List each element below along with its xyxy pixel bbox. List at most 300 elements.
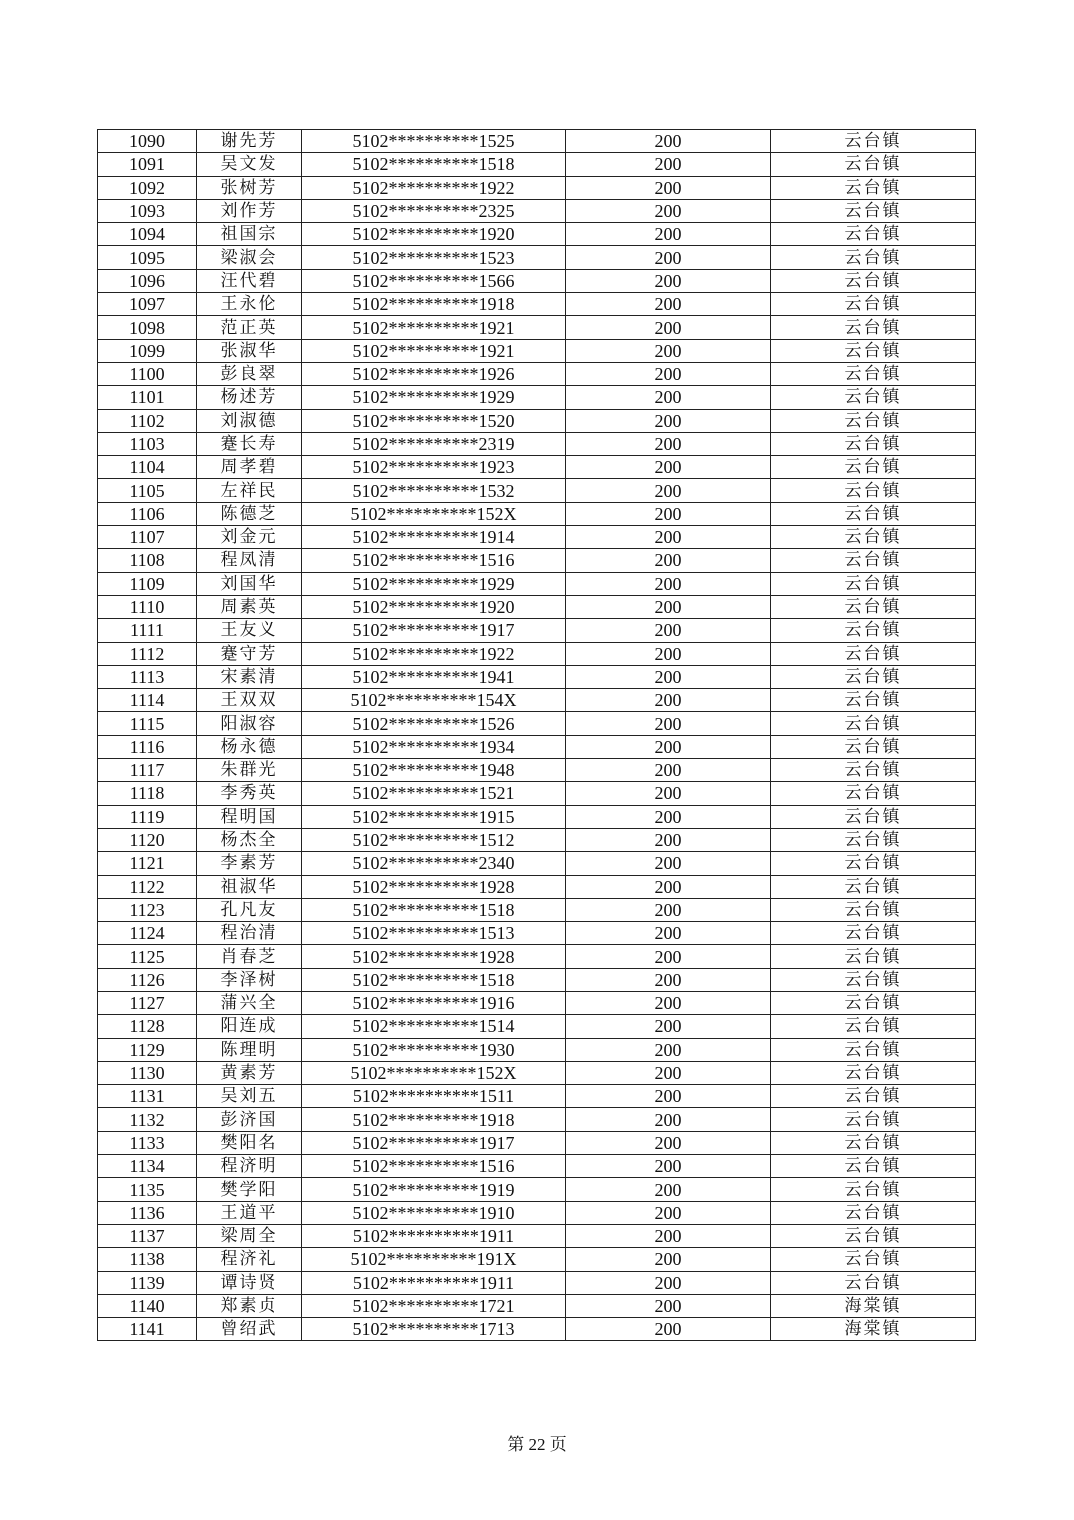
table-row [98,386,976,409]
amount-cell: 200 [566,176,771,199]
amount-cell: 200 [566,619,771,642]
id-number-cell: 5102**********1948 [302,759,566,782]
town-cell: 云台镇 [771,595,976,618]
id-number-cell: 5102**********1521 [302,782,566,805]
town-cell: 云台镇 [771,502,976,525]
name-cell: 蒲兴全 [197,991,302,1014]
town-cell: 云台镇 [771,712,976,735]
amount-cell: 200 [566,130,771,153]
row-number-cell: 1117 [98,759,197,782]
records-table [97,129,976,1341]
id-number-cell: 5102**********1928 [302,945,566,968]
table-row [98,665,976,688]
row-number-cell: 1131 [98,1085,197,1108]
name-cell: 张淑华 [197,339,302,362]
id-number-cell: 5102**********1922 [302,642,566,665]
id-number-cell: 5102**********1921 [302,339,566,362]
name-cell: 王永伦 [197,293,302,316]
table-row [98,852,976,875]
row-number-cell: 1121 [98,852,197,875]
town-cell: 云台镇 [771,526,976,549]
row-number-cell: 1130 [98,1061,197,1084]
name-cell: 王友义 [197,619,302,642]
id-number-cell: 5102**********1526 [302,712,566,735]
records-table-body [98,130,976,1341]
id-number-cell: 5102**********1520 [302,409,566,432]
id-number-cell: 5102**********1917 [302,619,566,642]
town-cell: 云台镇 [771,432,976,455]
amount-cell: 200 [566,805,771,828]
id-number-cell: 5102**********1929 [302,572,566,595]
table-row [98,223,976,246]
amount-cell: 200 [566,945,771,968]
table-row [98,1271,976,1294]
id-number-cell: 5102**********1523 [302,246,566,269]
row-number-cell: 1110 [98,595,197,618]
row-number-cell: 1096 [98,269,197,292]
table-row [98,1201,976,1224]
amount-cell: 200 [566,1271,771,1294]
id-number-cell: 5102**********1911 [302,1224,566,1247]
amount-cell: 200 [566,689,771,712]
table-row [98,712,976,735]
town-cell: 云台镇 [771,1015,976,1038]
name-cell: 程明国 [197,805,302,828]
amount-cell: 200 [566,246,771,269]
town-cell: 云台镇 [771,176,976,199]
id-number-cell: 5102**********191X [302,1248,566,1271]
row-number-cell: 1113 [98,665,197,688]
amount-cell: 200 [566,432,771,455]
town-cell: 云台镇 [771,1108,976,1131]
amount-cell: 200 [566,409,771,432]
id-number-cell: 5102**********154X [302,689,566,712]
id-number-cell: 5102**********152X [302,1061,566,1084]
amount-cell: 200 [566,572,771,595]
row-number-cell: 1103 [98,432,197,455]
row-number-cell: 1119 [98,805,197,828]
amount-cell: 200 [566,782,771,805]
town-cell: 云台镇 [771,316,976,339]
name-cell: 肖春芝 [197,945,302,968]
name-cell: 范正英 [197,316,302,339]
name-cell: 杨杰全 [197,828,302,851]
name-cell: 刘金元 [197,526,302,549]
name-cell: 周孝碧 [197,456,302,479]
town-cell: 云台镇 [771,1131,976,1154]
table-row [98,759,976,782]
id-number-cell: 5102**********1928 [302,875,566,898]
name-cell: 汪代碧 [197,269,302,292]
town-cell: 云台镇 [771,968,976,991]
table-row [98,968,976,991]
town-cell: 云台镇 [771,1271,976,1294]
id-number-cell: 5102**********1514 [302,1015,566,1038]
town-cell: 云台镇 [771,875,976,898]
town-cell: 云台镇 [771,1061,976,1084]
table-row [98,991,976,1014]
table-row [98,1155,976,1178]
town-cell: 云台镇 [771,619,976,642]
row-number-cell: 1139 [98,1271,197,1294]
amount-cell: 200 [566,339,771,362]
name-cell: 周素英 [197,595,302,618]
amount-cell: 200 [566,199,771,222]
id-number-cell: 5102**********1512 [302,828,566,851]
id-number-cell: 5102**********1930 [302,1038,566,1061]
name-cell: 祖国宗 [197,223,302,246]
name-cell: 朱群光 [197,759,302,782]
amount-cell: 200 [566,991,771,1014]
town-cell: 云台镇 [771,828,976,851]
name-cell: 蹇长寿 [197,432,302,455]
town-cell: 云台镇 [771,1248,976,1271]
row-number-cell: 1125 [98,945,197,968]
row-number-cell: 1107 [98,526,197,549]
amount-cell: 200 [566,922,771,945]
row-number-cell: 1133 [98,1131,197,1154]
amount-cell: 200 [566,526,771,549]
town-cell: 云台镇 [771,456,976,479]
name-cell: 王道平 [197,1201,302,1224]
name-cell: 祖淑华 [197,875,302,898]
row-number-cell: 1116 [98,735,197,758]
name-cell: 孔凡友 [197,898,302,921]
id-number-cell: 5102**********2325 [302,199,566,222]
amount-cell: 200 [566,828,771,851]
table-row [98,572,976,595]
name-cell: 黄素芳 [197,1061,302,1084]
table-row [98,1038,976,1061]
row-number-cell: 1140 [98,1294,197,1317]
town-cell: 云台镇 [771,735,976,758]
table-row [98,805,976,828]
town-cell: 云台镇 [771,1038,976,1061]
row-number-cell: 1135 [98,1178,197,1201]
row-number-cell: 1097 [98,293,197,316]
name-cell: 谭诗贤 [197,1271,302,1294]
row-number-cell: 1094 [98,223,197,246]
id-number-cell: 5102**********1920 [302,595,566,618]
name-cell: 陈德芝 [197,502,302,525]
row-number-cell: 1112 [98,642,197,665]
table-row [98,479,976,502]
amount-cell: 200 [566,269,771,292]
town-cell: 海棠镇 [771,1318,976,1341]
town-cell: 云台镇 [771,199,976,222]
row-number-cell: 1105 [98,479,197,502]
name-cell: 彭良翠 [197,362,302,385]
table-row [98,153,976,176]
amount-cell: 200 [566,665,771,688]
row-number-cell: 1091 [98,153,197,176]
id-number-cell: 5102**********1914 [302,526,566,549]
id-number-cell: 5102**********1518 [302,153,566,176]
amount-cell: 200 [566,153,771,176]
id-number-cell: 5102**********1929 [302,386,566,409]
town-cell: 云台镇 [771,898,976,921]
amount-cell: 200 [566,875,771,898]
name-cell: 李秀英 [197,782,302,805]
row-number-cell: 1129 [98,1038,197,1061]
row-number-cell: 1120 [98,828,197,851]
row-number-cell: 1099 [98,339,197,362]
row-number-cell: 1104 [98,456,197,479]
row-number-cell: 1098 [98,316,197,339]
id-number-cell: 5102**********1920 [302,223,566,246]
amount-cell: 200 [566,223,771,246]
name-cell: 李泽树 [197,968,302,991]
id-number-cell: 5102**********1916 [302,991,566,1014]
name-cell: 程济明 [197,1155,302,1178]
id-number-cell: 5102**********2319 [302,432,566,455]
town-cell: 云台镇 [771,922,976,945]
id-number-cell: 5102**********1919 [302,1178,566,1201]
table-row [98,642,976,665]
id-number-cell: 5102**********2340 [302,852,566,875]
table-row [98,828,976,851]
amount-cell: 200 [566,1248,771,1271]
id-number-cell: 5102**********1511 [302,1085,566,1108]
amount-cell: 200 [566,1085,771,1108]
table-row [98,526,976,549]
row-number-cell: 1138 [98,1248,197,1271]
name-cell: 彭济国 [197,1108,302,1131]
id-number-cell: 5102**********1721 [302,1294,566,1317]
page-number: 第 22 页 [507,1435,567,1454]
name-cell: 梁淑会 [197,246,302,269]
table-row [98,1224,976,1247]
row-number-cell: 1122 [98,875,197,898]
amount-cell: 200 [566,479,771,502]
name-cell: 梁周全 [197,1224,302,1247]
row-number-cell: 1109 [98,572,197,595]
table-row [98,432,976,455]
name-cell: 刘国华 [197,572,302,595]
table-row [98,409,976,432]
table-row [98,1015,976,1038]
name-cell: 谢先芳 [197,130,302,153]
row-number-cell: 1141 [98,1318,197,1341]
id-number-cell: 5102**********1516 [302,1155,566,1178]
table-row [98,1318,976,1341]
name-cell: 阳连成 [197,1015,302,1038]
table-row [98,782,976,805]
name-cell: 陈理明 [197,1038,302,1061]
name-cell: 蹇守芳 [197,642,302,665]
town-cell: 云台镇 [771,293,976,316]
town-cell: 云台镇 [771,991,976,1014]
town-cell: 云台镇 [771,269,976,292]
amount-cell: 200 [566,1108,771,1131]
row-number-cell: 1132 [98,1108,197,1131]
id-number-cell: 5102**********1911 [302,1271,566,1294]
row-number-cell: 1127 [98,991,197,1014]
table-row [98,316,976,339]
town-cell: 云台镇 [771,1224,976,1247]
name-cell: 吴文发 [197,153,302,176]
row-number-cell: 1092 [98,176,197,199]
town-cell: 云台镇 [771,409,976,432]
amount-cell: 200 [566,1224,771,1247]
town-cell: 云台镇 [771,782,976,805]
id-number-cell: 5102**********1525 [302,130,566,153]
table-row [98,176,976,199]
row-number-cell: 1090 [98,130,197,153]
id-number-cell: 5102**********1516 [302,549,566,572]
id-number-cell: 5102**********1518 [302,898,566,921]
name-cell: 杨述芳 [197,386,302,409]
table-row [98,689,976,712]
row-number-cell: 1126 [98,968,197,991]
amount-cell: 200 [566,1038,771,1061]
row-number-cell: 1108 [98,549,197,572]
table-row [98,898,976,921]
amount-cell: 200 [566,852,771,875]
amount-cell: 200 [566,1294,771,1317]
row-number-cell: 1118 [98,782,197,805]
town-cell: 云台镇 [771,153,976,176]
row-number-cell: 1124 [98,922,197,945]
name-cell: 王双双 [197,689,302,712]
table-row [98,922,976,945]
amount-cell: 200 [566,293,771,316]
row-number-cell: 1115 [98,712,197,735]
amount-cell: 200 [566,456,771,479]
amount-cell: 200 [566,642,771,665]
id-number-cell: 5102**********1532 [302,479,566,502]
table-row [98,1248,976,1271]
town-cell: 云台镇 [771,642,976,665]
table-row [98,130,976,153]
town-cell: 云台镇 [771,130,976,153]
table-row [98,246,976,269]
table-row [98,1178,976,1201]
name-cell: 李素芳 [197,852,302,875]
table-row [98,945,976,968]
town-cell: 云台镇 [771,852,976,875]
amount-cell: 200 [566,759,771,782]
row-number-cell: 1100 [98,362,197,385]
name-cell: 曾绍武 [197,1318,302,1341]
town-cell: 云台镇 [771,223,976,246]
amount-cell: 200 [566,1015,771,1038]
name-cell: 樊阳名 [197,1131,302,1154]
name-cell: 樊学阳 [197,1178,302,1201]
row-number-cell: 1101 [98,386,197,409]
table-row [98,875,976,898]
amount-cell: 200 [566,362,771,385]
row-number-cell: 1114 [98,689,197,712]
amount-cell: 200 [566,968,771,991]
amount-cell: 200 [566,595,771,618]
amount-cell: 200 [566,735,771,758]
amount-cell: 200 [566,712,771,735]
town-cell: 云台镇 [771,689,976,712]
table-row [98,293,976,316]
row-number-cell: 1134 [98,1155,197,1178]
name-cell: 程治清 [197,922,302,945]
name-cell: 程凤清 [197,549,302,572]
name-cell: 郑素贞 [197,1294,302,1317]
id-number-cell: 5102**********1941 [302,665,566,688]
row-number-cell: 1106 [98,502,197,525]
table-row [98,1131,976,1154]
amount-cell: 200 [566,502,771,525]
id-number-cell: 5102**********1917 [302,1131,566,1154]
town-cell: 云台镇 [771,665,976,688]
row-number-cell: 1111 [98,619,197,642]
table-row [98,1294,976,1317]
table-row [98,1085,976,1108]
row-number-cell: 1102 [98,409,197,432]
id-number-cell: 5102**********1713 [302,1318,566,1341]
town-cell: 云台镇 [771,362,976,385]
table-row [98,1108,976,1131]
town-cell: 云台镇 [771,759,976,782]
row-number-cell: 1136 [98,1201,197,1224]
town-cell: 云台镇 [771,479,976,502]
town-cell: 云台镇 [771,1155,976,1178]
town-cell: 云台镇 [771,386,976,409]
row-number-cell: 1095 [98,246,197,269]
town-cell: 云台镇 [771,549,976,572]
row-number-cell: 1123 [98,898,197,921]
table-row [98,199,976,222]
row-number-cell: 1093 [98,199,197,222]
amount-cell: 200 [566,1178,771,1201]
name-cell: 张树芳 [197,176,302,199]
name-cell: 刘淑德 [197,409,302,432]
id-number-cell: 5102**********152X [302,502,566,525]
row-number-cell: 1137 [98,1224,197,1247]
amount-cell: 200 [566,386,771,409]
id-number-cell: 5102**********1918 [302,1108,566,1131]
id-number-cell: 5102**********1934 [302,735,566,758]
table-row [98,502,976,525]
id-number-cell: 5102**********1566 [302,269,566,292]
table-row [98,1061,976,1084]
town-cell: 云台镇 [771,339,976,362]
table-row [98,269,976,292]
town-cell: 云台镇 [771,945,976,968]
table-row [98,595,976,618]
amount-cell: 200 [566,898,771,921]
id-number-cell: 5102**********1518 [302,968,566,991]
name-cell: 左祥民 [197,479,302,502]
id-number-cell: 5102**********1910 [302,1201,566,1224]
id-number-cell: 5102**********1921 [302,316,566,339]
amount-cell: 200 [566,1061,771,1084]
id-number-cell: 5102**********1915 [302,805,566,828]
id-number-cell: 5102**********1923 [302,456,566,479]
table-row [98,456,976,479]
id-number-cell: 5102**********1513 [302,922,566,945]
name-cell: 阳淑容 [197,712,302,735]
id-number-cell: 5102**********1922 [302,176,566,199]
id-number-cell: 5102**********1926 [302,362,566,385]
table-row [98,549,976,572]
name-cell: 程济礼 [197,1248,302,1271]
amount-cell: 200 [566,316,771,339]
name-cell: 宋素清 [197,665,302,688]
id-number-cell: 5102**********1918 [302,293,566,316]
row-number-cell: 1128 [98,1015,197,1038]
name-cell: 杨永德 [197,735,302,758]
table-row [98,339,976,362]
table-row [98,362,976,385]
town-cell: 云台镇 [771,805,976,828]
